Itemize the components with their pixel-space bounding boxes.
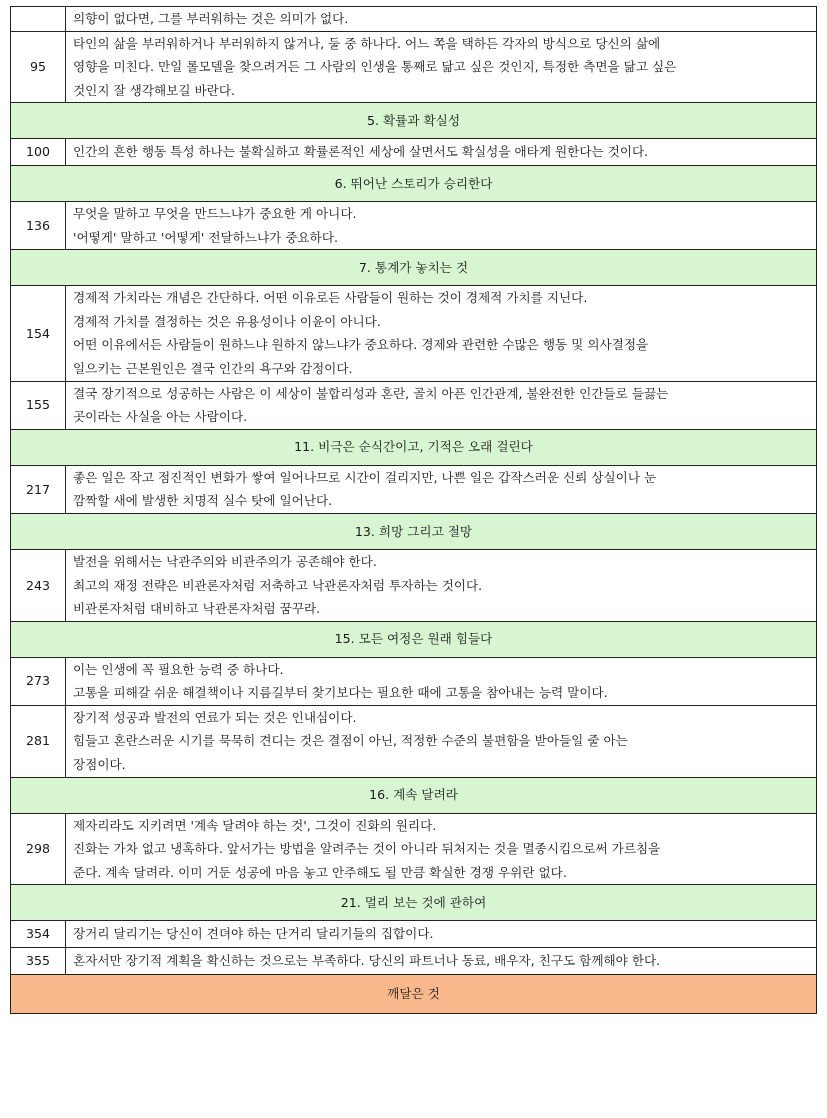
section-row xyxy=(11,165,817,201)
section-row xyxy=(11,250,817,286)
section-heading: 7. 통계가 놓치는 것 xyxy=(11,250,817,286)
quote-line: 이는 인생에 꼭 필요한 능력 중 하나다. xyxy=(73,661,284,677)
quote-table xyxy=(10,6,817,1014)
quote-line: 제자리라도 지키려면 '계속 달려야 하는 것', 그것이 진화의 원리다. xyxy=(73,817,437,833)
quote-line: 장점이다. xyxy=(73,757,126,773)
quote-row xyxy=(11,381,817,429)
quote-row xyxy=(11,657,817,705)
quote-row xyxy=(11,549,817,621)
quote-line: 일으키는 근본원인은 결국 인간의 욕구와 감정이다. xyxy=(73,360,353,376)
quote-line: 힘들고 혼란스러운 시기를 묵묵히 견디는 것은 결점이 아닌, 적정한 수준의 불편함을 받아들일 줄 아는 xyxy=(73,733,628,749)
section-heading: 15. 모든 여정은 원래 힘들다 xyxy=(11,621,817,657)
page-number-cell: 154 xyxy=(11,286,66,381)
quote-text-cell xyxy=(66,286,817,381)
quote-text-cell xyxy=(66,813,817,885)
section-heading: 13. 희망 그리고 절망 xyxy=(11,513,817,549)
quote-line: 결국 장기적으로 성공하는 사람은 이 세상이 불합리성과 혼란, 골치 아픈 인간관계, 불완전한 인간들로 들끓는 xyxy=(73,385,669,401)
page-number-cell: 298 xyxy=(11,813,66,885)
quote-line: 최고의 재정 전략은 비관론자처럼 저축하고 낙관론자처럼 투자하는 것이다. xyxy=(73,577,483,593)
page-number-cell: 243 xyxy=(11,549,66,621)
quote-line: 깜짝할 새에 발생한 치명적 실수 탓에 일어난다. xyxy=(73,493,333,509)
page-number-cell: 281 xyxy=(11,705,66,777)
quote-text-cell xyxy=(66,948,817,975)
quote-line: 인간의 흔한 행동 특성 하나는 불확실하고 확률론적인 세상에 살면서도 확실성을 애타게 원한다는 것이다. xyxy=(73,144,649,160)
quote-line: 장기적 성공과 발전의 연료가 되는 것은 인내심이다. xyxy=(73,709,357,725)
page-number-cell: 100 xyxy=(11,139,66,166)
quote-row xyxy=(11,139,817,166)
quote-line: '어떻게' 말하고 '어떻게' 전달하느냐가 중요하다. xyxy=(73,229,339,245)
quote-row xyxy=(11,286,817,381)
summary-row xyxy=(11,974,817,1013)
quote-text-cell xyxy=(66,465,817,513)
quote-table-body xyxy=(11,7,817,1014)
quote-text-cell xyxy=(66,31,817,103)
quote-line: 발전을 위해서는 낙관주의와 비관주의가 공존해야 한다. xyxy=(73,553,377,569)
page-number-cell: 354 xyxy=(11,921,66,948)
summary-heading: 깨달은 것 xyxy=(11,974,817,1013)
quote-row xyxy=(11,31,817,103)
section-heading: 11. 비극은 순식간이고, 기적은 오래 걸린다 xyxy=(11,429,817,465)
quote-line: 어떤 이유에서든 사람들이 원하느냐 원하지 않느냐가 중요하다. 경제와 관련한 수많은 행동 및 의사결정을 xyxy=(73,337,649,353)
section-heading: 21. 멀리 보는 것에 관하여 xyxy=(11,885,817,921)
section-row xyxy=(11,777,817,813)
quote-line: 타인의 삶을 부러워하거나 부러워하지 않거나, 둘 중 하나다. 어느 쪽을 택하든 각자의 방식으로 당신의 삶에 xyxy=(73,35,661,51)
quote-line: 좋은 일은 작고 점진적인 변화가 쌓여 일어나므로 시간이 걸리지만, 나쁜 일은 갑작스러운 신뢰 상실이나 눈 xyxy=(73,469,657,485)
quote-line: 경제적 가치라는 개념은 간단하다. 어떤 이유로든 사람들이 원하는 것이 경제적 가치를 지닌다. xyxy=(73,290,588,306)
section-row xyxy=(11,885,817,921)
quote-line: 의향이 없다면, 그를 부러워하는 것은 의미가 없다. xyxy=(73,11,349,26)
section-heading: 16. 계속 달려라 xyxy=(11,777,817,813)
section-row xyxy=(11,621,817,657)
quote-text-cell xyxy=(66,657,817,705)
quote-text-cell xyxy=(66,549,817,621)
section-row xyxy=(11,429,817,465)
page-number-cell: 155 xyxy=(11,381,66,429)
quote-text-cell xyxy=(66,381,817,429)
quote-row xyxy=(11,201,817,249)
quote-row xyxy=(11,948,817,975)
quote-row xyxy=(11,7,817,32)
quote-line: 경제적 가치를 결정하는 것은 유용성이나 이윤이 아니다. xyxy=(73,313,381,329)
page-number-cell: 273 xyxy=(11,657,66,705)
page-number-cell: 355 xyxy=(11,948,66,975)
quote-text-cell xyxy=(66,139,817,166)
quote-line: 혼자서만 장기적 계획을 확신하는 것으로는 부족하다. 당신의 파트너나 동료, 배우자, 친구도 함께해야 한다. xyxy=(73,953,661,969)
page-number-cell: 217 xyxy=(11,465,66,513)
section-heading: 6. 뛰어난 스토리가 승리한다 xyxy=(11,165,817,201)
quote-row xyxy=(11,813,817,885)
section-row xyxy=(11,103,817,139)
section-heading: 5. 확률과 확실성 xyxy=(11,103,817,139)
quote-line: 고통을 피해갈 쉬운 해결책이나 지름길부터 찾기보다는 필요한 때에 고통을 참아내는 능력 말이다. xyxy=(73,685,608,701)
quote-row xyxy=(11,705,817,777)
page-number-cell xyxy=(11,7,66,32)
quote-line: 진화는 가차 없고 냉혹하다. 앞서가는 방법을 알려주는 것이 아니라 뒤처지는 것을 멸종시킴으로써 가르침을 xyxy=(73,841,661,857)
quote-text-cell xyxy=(66,201,817,249)
quote-line: 준다. 계속 달려라. 이미 거둔 성공에 마음 놓고 안주해도 될 만큼 확실한 경쟁 우위란 없다. xyxy=(73,864,567,880)
section-row xyxy=(11,513,817,549)
quote-text-cell xyxy=(66,921,817,948)
quote-row xyxy=(11,465,817,513)
quote-line: 것인지 잘 생각해보길 바란다. xyxy=(73,82,235,98)
quote-text-cell xyxy=(66,7,817,32)
quote-text-cell xyxy=(66,705,817,777)
quote-line: 비관론자처럼 대비하고 낙관론자처럼 꿈꾸라. xyxy=(73,601,321,617)
quote-line: 곳이라는 사실을 아는 사람이다. xyxy=(73,409,248,425)
quote-line: 영향을 미친다. 만일 롤모델을 찾으려거든 그 사람의 인생을 통째로 닮고 싶은 것인지, 특정한 측면을 닮고 싶은 xyxy=(73,59,677,75)
quote-line: 장거리 달리기는 당신이 견뎌야 하는 단거리 달리기들의 집합이다. xyxy=(73,926,434,942)
quote-line: 무엇을 말하고 무엇을 만드느냐가 중요한 게 아니다. xyxy=(73,205,357,221)
page-number-cell: 136 xyxy=(11,201,66,249)
quote-row xyxy=(11,921,817,948)
page-number-cell: 95 xyxy=(11,31,66,103)
